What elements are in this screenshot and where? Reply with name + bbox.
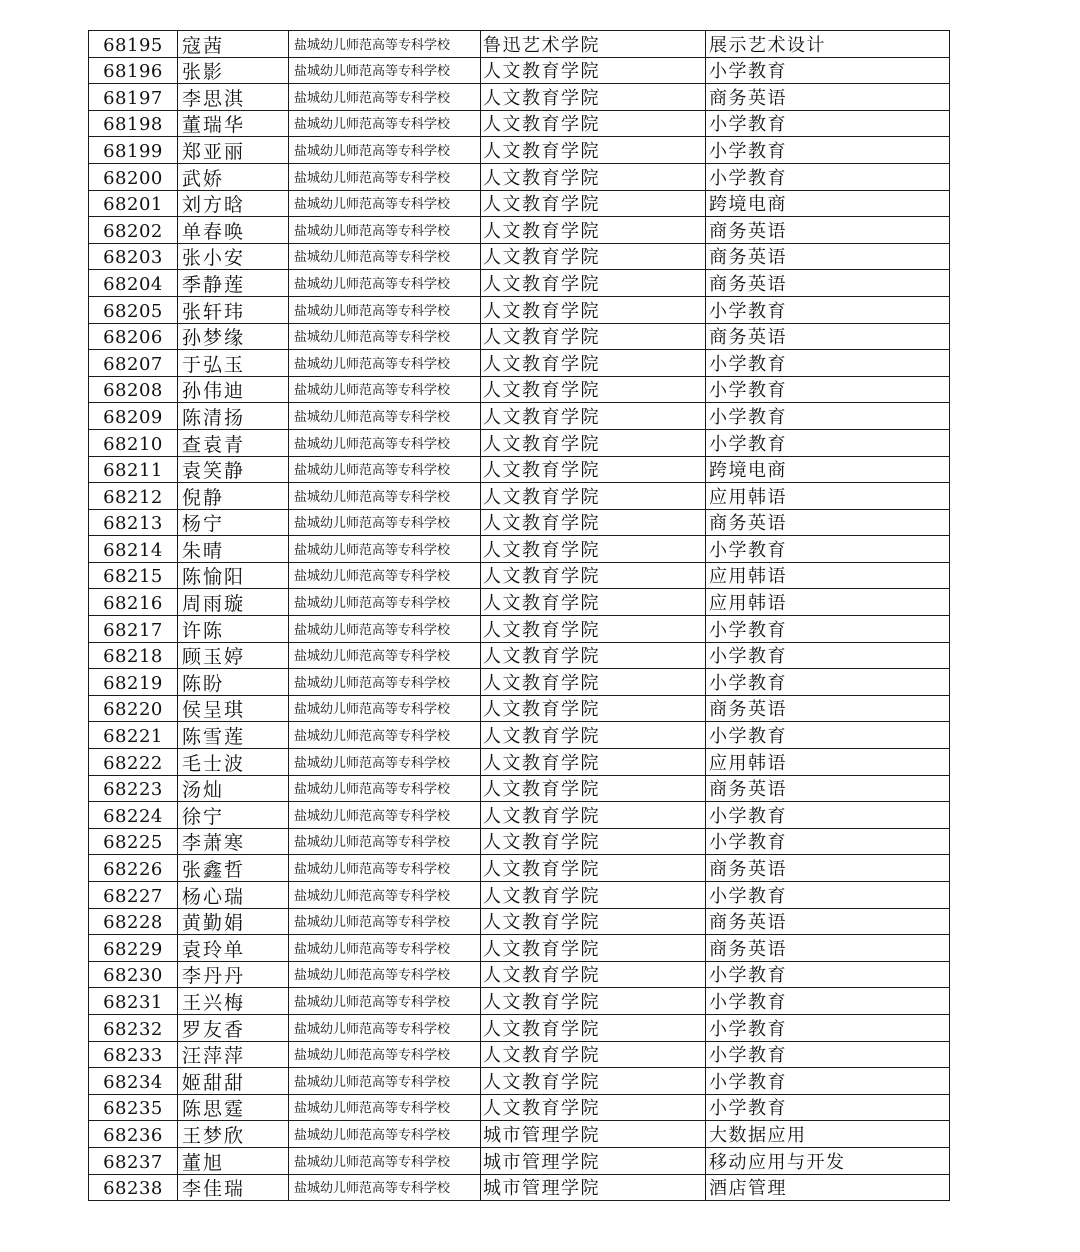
table-row	[89, 775, 950, 802]
student-name-cell: 刘方晗	[178, 190, 289, 217]
college-cell: 人文教育学院	[481, 243, 706, 270]
student-name-cell: 张轩玮	[178, 296, 289, 323]
school-cell: 盐城幼儿师范高等专科学校	[289, 323, 481, 350]
college-cell: 人文教育学院	[481, 84, 706, 111]
college-cell: 人文教育学院	[481, 855, 706, 882]
major-cell: 应用韩语	[706, 589, 950, 616]
table-row	[89, 57, 950, 84]
major-cell: 商务英语	[706, 270, 950, 297]
table-row	[89, 403, 950, 430]
table-row	[89, 536, 950, 563]
student-name-cell: 杨心瑞	[178, 882, 289, 909]
student-name-cell: 罗友香	[178, 1014, 289, 1041]
college-cell: 人文教育学院	[481, 1068, 706, 1095]
college-cell: 人文教育学院	[481, 137, 706, 164]
student-id-cell: 68213	[89, 509, 178, 536]
major-cell: 小学教育	[706, 403, 950, 430]
student-name-cell: 张小安	[178, 243, 289, 270]
table-row	[89, 1094, 950, 1121]
table-row	[89, 828, 950, 855]
table-row	[89, 110, 950, 137]
school-cell: 盐城幼儿师范高等专科学校	[289, 589, 481, 616]
table-row	[89, 882, 950, 909]
college-cell: 人文教育学院	[481, 908, 706, 935]
student-name-cell: 张鑫哲	[178, 855, 289, 882]
student-name-cell: 姬甜甜	[178, 1068, 289, 1095]
student-name-cell: 杨宁	[178, 509, 289, 536]
student-id-cell: 68203	[89, 243, 178, 270]
college-cell: 人文教育学院	[481, 961, 706, 988]
school-cell: 盐城幼儿师范高等专科学校	[289, 562, 481, 589]
student-id-cell: 68200	[89, 163, 178, 190]
student-name-cell: 李丹丹	[178, 961, 289, 988]
school-cell: 盐城幼儿师范高等专科学校	[289, 642, 481, 669]
college-cell: 人文教育学院	[481, 1041, 706, 1068]
college-cell: 人文教育学院	[481, 509, 706, 536]
table-row	[89, 616, 950, 643]
school-cell: 盐城幼儿师范高等专科学校	[289, 57, 481, 84]
major-cell: 小学教育	[706, 722, 950, 749]
table-row	[89, 217, 950, 244]
school-cell: 盐城幼儿师范高等专科学校	[289, 296, 481, 323]
table-row	[89, 1147, 950, 1174]
college-cell: 人文教育学院	[481, 483, 706, 510]
major-cell: 小学教育	[706, 882, 950, 909]
college-cell: 人文教育学院	[481, 589, 706, 616]
table-row	[89, 855, 950, 882]
student-id-cell: 68229	[89, 935, 178, 962]
table-row	[89, 509, 950, 536]
major-cell: 小学教育	[706, 642, 950, 669]
student-id-cell: 68195	[89, 31, 178, 58]
college-cell: 人文教育学院	[481, 988, 706, 1015]
student-id-cell: 68217	[89, 616, 178, 643]
student-id-cell: 68234	[89, 1068, 178, 1095]
student-name-cell: 李萧寒	[178, 828, 289, 855]
student-name-cell: 李思淇	[178, 84, 289, 111]
table-row	[89, 84, 950, 111]
student-name-cell: 周雨璇	[178, 589, 289, 616]
table-row	[89, 456, 950, 483]
table-row	[89, 589, 950, 616]
college-cell: 人文教育学院	[481, 536, 706, 563]
school-cell: 盐城幼儿师范高等专科学校	[289, 190, 481, 217]
table-row	[89, 270, 950, 297]
table-row	[89, 961, 950, 988]
student-name-cell: 汪萍萍	[178, 1041, 289, 1068]
student-id-cell: 68231	[89, 988, 178, 1015]
table-row	[89, 722, 950, 749]
college-cell: 人文教育学院	[481, 562, 706, 589]
major-cell: 小学教育	[706, 110, 950, 137]
student-name-cell: 董瑞华	[178, 110, 289, 137]
school-cell: 盐城幼儿师范高等专科学校	[289, 137, 481, 164]
school-cell: 盐城幼儿师范高等专科学校	[289, 456, 481, 483]
college-cell: 人文教育学院	[481, 935, 706, 962]
major-cell: 小学教育	[706, 802, 950, 829]
major-cell: 跨境电商	[706, 456, 950, 483]
school-cell: 盐城幼儿师范高等专科学校	[289, 1041, 481, 1068]
table-row	[89, 695, 950, 722]
table-row	[89, 642, 950, 669]
student-name-cell: 黄勤娟	[178, 908, 289, 935]
student-name-cell: 陈雪莲	[178, 722, 289, 749]
school-cell: 盐城幼儿师范高等专科学校	[289, 429, 481, 456]
student-id-cell: 68201	[89, 190, 178, 217]
student-id-cell: 68199	[89, 137, 178, 164]
table-row	[89, 669, 950, 696]
school-cell: 盐城幼儿师范高等专科学校	[289, 509, 481, 536]
table-row	[89, 296, 950, 323]
student-id-cell: 68197	[89, 84, 178, 111]
student-id-cell: 68223	[89, 775, 178, 802]
student-id-cell: 68216	[89, 589, 178, 616]
student-id-cell: 68233	[89, 1041, 178, 1068]
major-cell: 小学教育	[706, 1094, 950, 1121]
student-id-cell: 68205	[89, 296, 178, 323]
student-name-cell: 孙梦缘	[178, 323, 289, 350]
student-id-cell: 68207	[89, 350, 178, 377]
table-row	[89, 429, 950, 456]
school-cell: 盐城幼儿师范高等专科学校	[289, 988, 481, 1015]
major-cell: 商务英语	[706, 243, 950, 270]
college-cell: 人文教育学院	[481, 163, 706, 190]
student-name-cell: 于弘玉	[178, 350, 289, 377]
major-cell: 跨境电商	[706, 190, 950, 217]
college-cell: 人文教育学院	[481, 669, 706, 696]
college-cell: 城市管理学院	[481, 1121, 706, 1148]
table-row	[89, 350, 950, 377]
table-row	[89, 483, 950, 510]
student-id-cell: 68237	[89, 1147, 178, 1174]
college-cell: 人文教育学院	[481, 616, 706, 643]
major-cell: 小学教育	[706, 616, 950, 643]
school-cell: 盐城幼儿师范高等专科学校	[289, 1174, 481, 1201]
major-cell: 小学教育	[706, 988, 950, 1015]
major-cell: 商务英语	[706, 323, 950, 350]
table-row	[89, 137, 950, 164]
major-cell: 小学教育	[706, 536, 950, 563]
major-cell: 小学教育	[706, 961, 950, 988]
table-row	[89, 243, 950, 270]
school-cell: 盐城幼儿师范高等专科学校	[289, 882, 481, 909]
student-name-cell: 查袁青	[178, 429, 289, 456]
table-row	[89, 562, 950, 589]
major-cell: 商务英语	[706, 84, 950, 111]
student-name-cell: 徐宁	[178, 802, 289, 829]
school-cell: 盐城幼儿师范高等专科学校	[289, 855, 481, 882]
student-id-cell: 68198	[89, 110, 178, 137]
school-cell: 盐城幼儿师范高等专科学校	[289, 483, 481, 510]
student-id-cell: 68196	[89, 57, 178, 84]
school-cell: 盐城幼儿师范高等专科学校	[289, 775, 481, 802]
table-row	[89, 1068, 950, 1095]
school-cell: 盐城幼儿师范高等专科学校	[289, 722, 481, 749]
student-name-cell: 董旭	[178, 1147, 289, 1174]
major-cell: 商务英语	[706, 855, 950, 882]
college-cell: 人文教育学院	[481, 749, 706, 776]
school-cell: 盐城幼儿师范高等专科学校	[289, 1068, 481, 1095]
school-cell: 盐城幼儿师范高等专科学校	[289, 908, 481, 935]
major-cell: 小学教育	[706, 163, 950, 190]
school-cell: 盐城幼儿师范高等专科学校	[289, 1094, 481, 1121]
school-cell: 盐城幼儿师范高等专科学校	[289, 403, 481, 430]
major-cell: 应用韩语	[706, 483, 950, 510]
student-id-cell: 68212	[89, 483, 178, 510]
school-cell: 盐城幼儿师范高等专科学校	[289, 243, 481, 270]
student-name-cell: 张影	[178, 57, 289, 84]
major-cell: 商务英语	[706, 217, 950, 244]
school-cell: 盐城幼儿师范高等专科学校	[289, 1014, 481, 1041]
student-name-cell: 汤灿	[178, 775, 289, 802]
college-cell: 城市管理学院	[481, 1174, 706, 1201]
table-row	[89, 749, 950, 776]
table-row	[89, 1121, 950, 1148]
major-cell: 商务英语	[706, 775, 950, 802]
student-id-cell: 68210	[89, 429, 178, 456]
college-cell: 人文教育学院	[481, 775, 706, 802]
student-name-cell: 王梦欣	[178, 1121, 289, 1148]
student-id-cell: 68211	[89, 456, 178, 483]
table-row	[89, 31, 950, 58]
school-cell: 盐城幼儿师范高等专科学校	[289, 350, 481, 377]
major-cell: 小学教育	[706, 137, 950, 164]
student-id-cell: 68204	[89, 270, 178, 297]
student-name-cell: 单春唤	[178, 217, 289, 244]
table-row	[89, 163, 950, 190]
student-name-cell: 朱晴	[178, 536, 289, 563]
college-cell: 人文教育学院	[481, 828, 706, 855]
major-cell: 应用韩语	[706, 749, 950, 776]
student-name-cell: 顾玉婷	[178, 642, 289, 669]
student-name-cell: 袁笑静	[178, 456, 289, 483]
major-cell: 商务英语	[706, 509, 950, 536]
college-cell: 人文教育学院	[481, 403, 706, 430]
student-id-cell: 68214	[89, 536, 178, 563]
roster-body	[89, 31, 950, 1201]
school-cell: 盐城幼儿师范高等专科学校	[289, 802, 481, 829]
major-cell: 小学教育	[706, 350, 950, 377]
student-id-cell: 68218	[89, 642, 178, 669]
college-cell: 人文教育学院	[481, 110, 706, 137]
student-id-cell: 68202	[89, 217, 178, 244]
college-cell: 人文教育学院	[481, 695, 706, 722]
student-name-cell: 侯呈琪	[178, 695, 289, 722]
major-cell: 商务英语	[706, 695, 950, 722]
school-cell: 盐城幼儿师范高等专科学校	[289, 961, 481, 988]
major-cell: 小学教育	[706, 376, 950, 403]
major-cell: 展示艺术设计	[706, 31, 950, 58]
table-row	[89, 908, 950, 935]
table-row	[89, 323, 950, 350]
student-name-cell: 寇茜	[178, 31, 289, 58]
college-cell: 人文教育学院	[481, 270, 706, 297]
student-id-cell: 68219	[89, 669, 178, 696]
table-row	[89, 1014, 950, 1041]
table-row	[89, 1174, 950, 1201]
student-id-cell: 68226	[89, 855, 178, 882]
school-cell: 盐城幼儿师范高等专科学校	[289, 935, 481, 962]
school-cell: 盐城幼儿师范高等专科学校	[289, 536, 481, 563]
major-cell: 小学教育	[706, 429, 950, 456]
school-cell: 盐城幼儿师范高等专科学校	[289, 376, 481, 403]
major-cell: 小学教育	[706, 57, 950, 84]
major-cell: 大数据应用	[706, 1121, 950, 1148]
school-cell: 盐城幼儿师范高等专科学校	[289, 31, 481, 58]
college-cell: 人文教育学院	[481, 323, 706, 350]
table-row	[89, 935, 950, 962]
student-name-cell: 李佳瑞	[178, 1174, 289, 1201]
major-cell: 商务英语	[706, 935, 950, 962]
student-id-cell: 68224	[89, 802, 178, 829]
college-cell: 人文教育学院	[481, 642, 706, 669]
student-roster-table	[88, 30, 950, 1201]
student-id-cell: 68215	[89, 562, 178, 589]
college-cell: 人文教育学院	[481, 722, 706, 749]
college-cell: 鲁迅艺术学院	[481, 31, 706, 58]
student-id-cell: 68235	[89, 1094, 178, 1121]
student-name-cell: 许陈	[178, 616, 289, 643]
student-name-cell: 袁玲单	[178, 935, 289, 962]
major-cell: 应用韩语	[706, 562, 950, 589]
major-cell: 小学教育	[706, 669, 950, 696]
student-id-cell: 68222	[89, 749, 178, 776]
student-id-cell: 68232	[89, 1014, 178, 1041]
school-cell: 盐城幼儿师范高等专科学校	[289, 1121, 481, 1148]
school-cell: 盐城幼儿师范高等专科学校	[289, 616, 481, 643]
college-cell: 人文教育学院	[481, 429, 706, 456]
student-name-cell: 陈清扬	[178, 403, 289, 430]
school-cell: 盐城幼儿师范高等专科学校	[289, 749, 481, 776]
student-id-cell: 68228	[89, 908, 178, 935]
table-row	[89, 190, 950, 217]
student-name-cell: 孙伟迪	[178, 376, 289, 403]
major-cell: 移动应用与开发	[706, 1147, 950, 1174]
school-cell: 盐城幼儿师范高等专科学校	[289, 669, 481, 696]
student-name-cell: 陈思霆	[178, 1094, 289, 1121]
school-cell: 盐城幼儿师范高等专科学校	[289, 695, 481, 722]
table-row	[89, 1041, 950, 1068]
school-cell: 盐城幼儿师范高等专科学校	[289, 110, 481, 137]
college-cell: 人文教育学院	[481, 1014, 706, 1041]
major-cell: 商务英语	[706, 908, 950, 935]
school-cell: 盐城幼儿师范高等专科学校	[289, 828, 481, 855]
school-cell: 盐城幼儿师范高等专科学校	[289, 84, 481, 111]
student-name-cell: 陈愉阳	[178, 562, 289, 589]
student-id-cell: 68238	[89, 1174, 178, 1201]
major-cell: 酒店管理	[706, 1174, 950, 1201]
college-cell: 人文教育学院	[481, 802, 706, 829]
college-cell: 人文教育学院	[481, 296, 706, 323]
school-cell: 盐城幼儿师范高等专科学校	[289, 1147, 481, 1174]
college-cell: 人文教育学院	[481, 350, 706, 377]
student-name-cell: 陈盼	[178, 669, 289, 696]
major-cell: 小学教育	[706, 296, 950, 323]
student-id-cell: 68225	[89, 828, 178, 855]
school-cell: 盐城幼儿师范高等专科学校	[289, 217, 481, 244]
major-cell: 小学教育	[706, 828, 950, 855]
student-id-cell: 68220	[89, 695, 178, 722]
major-cell: 小学教育	[706, 1068, 950, 1095]
student-name-cell: 倪静	[178, 483, 289, 510]
college-cell: 人文教育学院	[481, 1094, 706, 1121]
college-cell: 人文教育学院	[481, 376, 706, 403]
major-cell: 小学教育	[706, 1041, 950, 1068]
college-cell: 人文教育学院	[481, 882, 706, 909]
student-id-cell: 68209	[89, 403, 178, 430]
school-cell: 盐城幼儿师范高等专科学校	[289, 270, 481, 297]
college-cell: 城市管理学院	[481, 1147, 706, 1174]
student-name-cell: 郑亚丽	[178, 137, 289, 164]
student-id-cell: 68227	[89, 882, 178, 909]
college-cell: 人文教育学院	[481, 57, 706, 84]
student-id-cell: 68230	[89, 961, 178, 988]
student-name-cell: 王兴梅	[178, 988, 289, 1015]
college-cell: 人文教育学院	[481, 217, 706, 244]
student-id-cell: 68206	[89, 323, 178, 350]
student-name-cell: 毛士波	[178, 749, 289, 776]
school-cell: 盐城幼儿师范高等专科学校	[289, 163, 481, 190]
college-cell: 人文教育学院	[481, 456, 706, 483]
table-row	[89, 802, 950, 829]
table-row	[89, 988, 950, 1015]
table-row	[89, 376, 950, 403]
student-id-cell: 68221	[89, 722, 178, 749]
college-cell: 人文教育学院	[481, 190, 706, 217]
student-id-cell: 68236	[89, 1121, 178, 1148]
major-cell: 小学教育	[706, 1014, 950, 1041]
student-name-cell: 武娇	[178, 163, 289, 190]
student-name-cell: 季静莲	[178, 270, 289, 297]
student-id-cell: 68208	[89, 376, 178, 403]
